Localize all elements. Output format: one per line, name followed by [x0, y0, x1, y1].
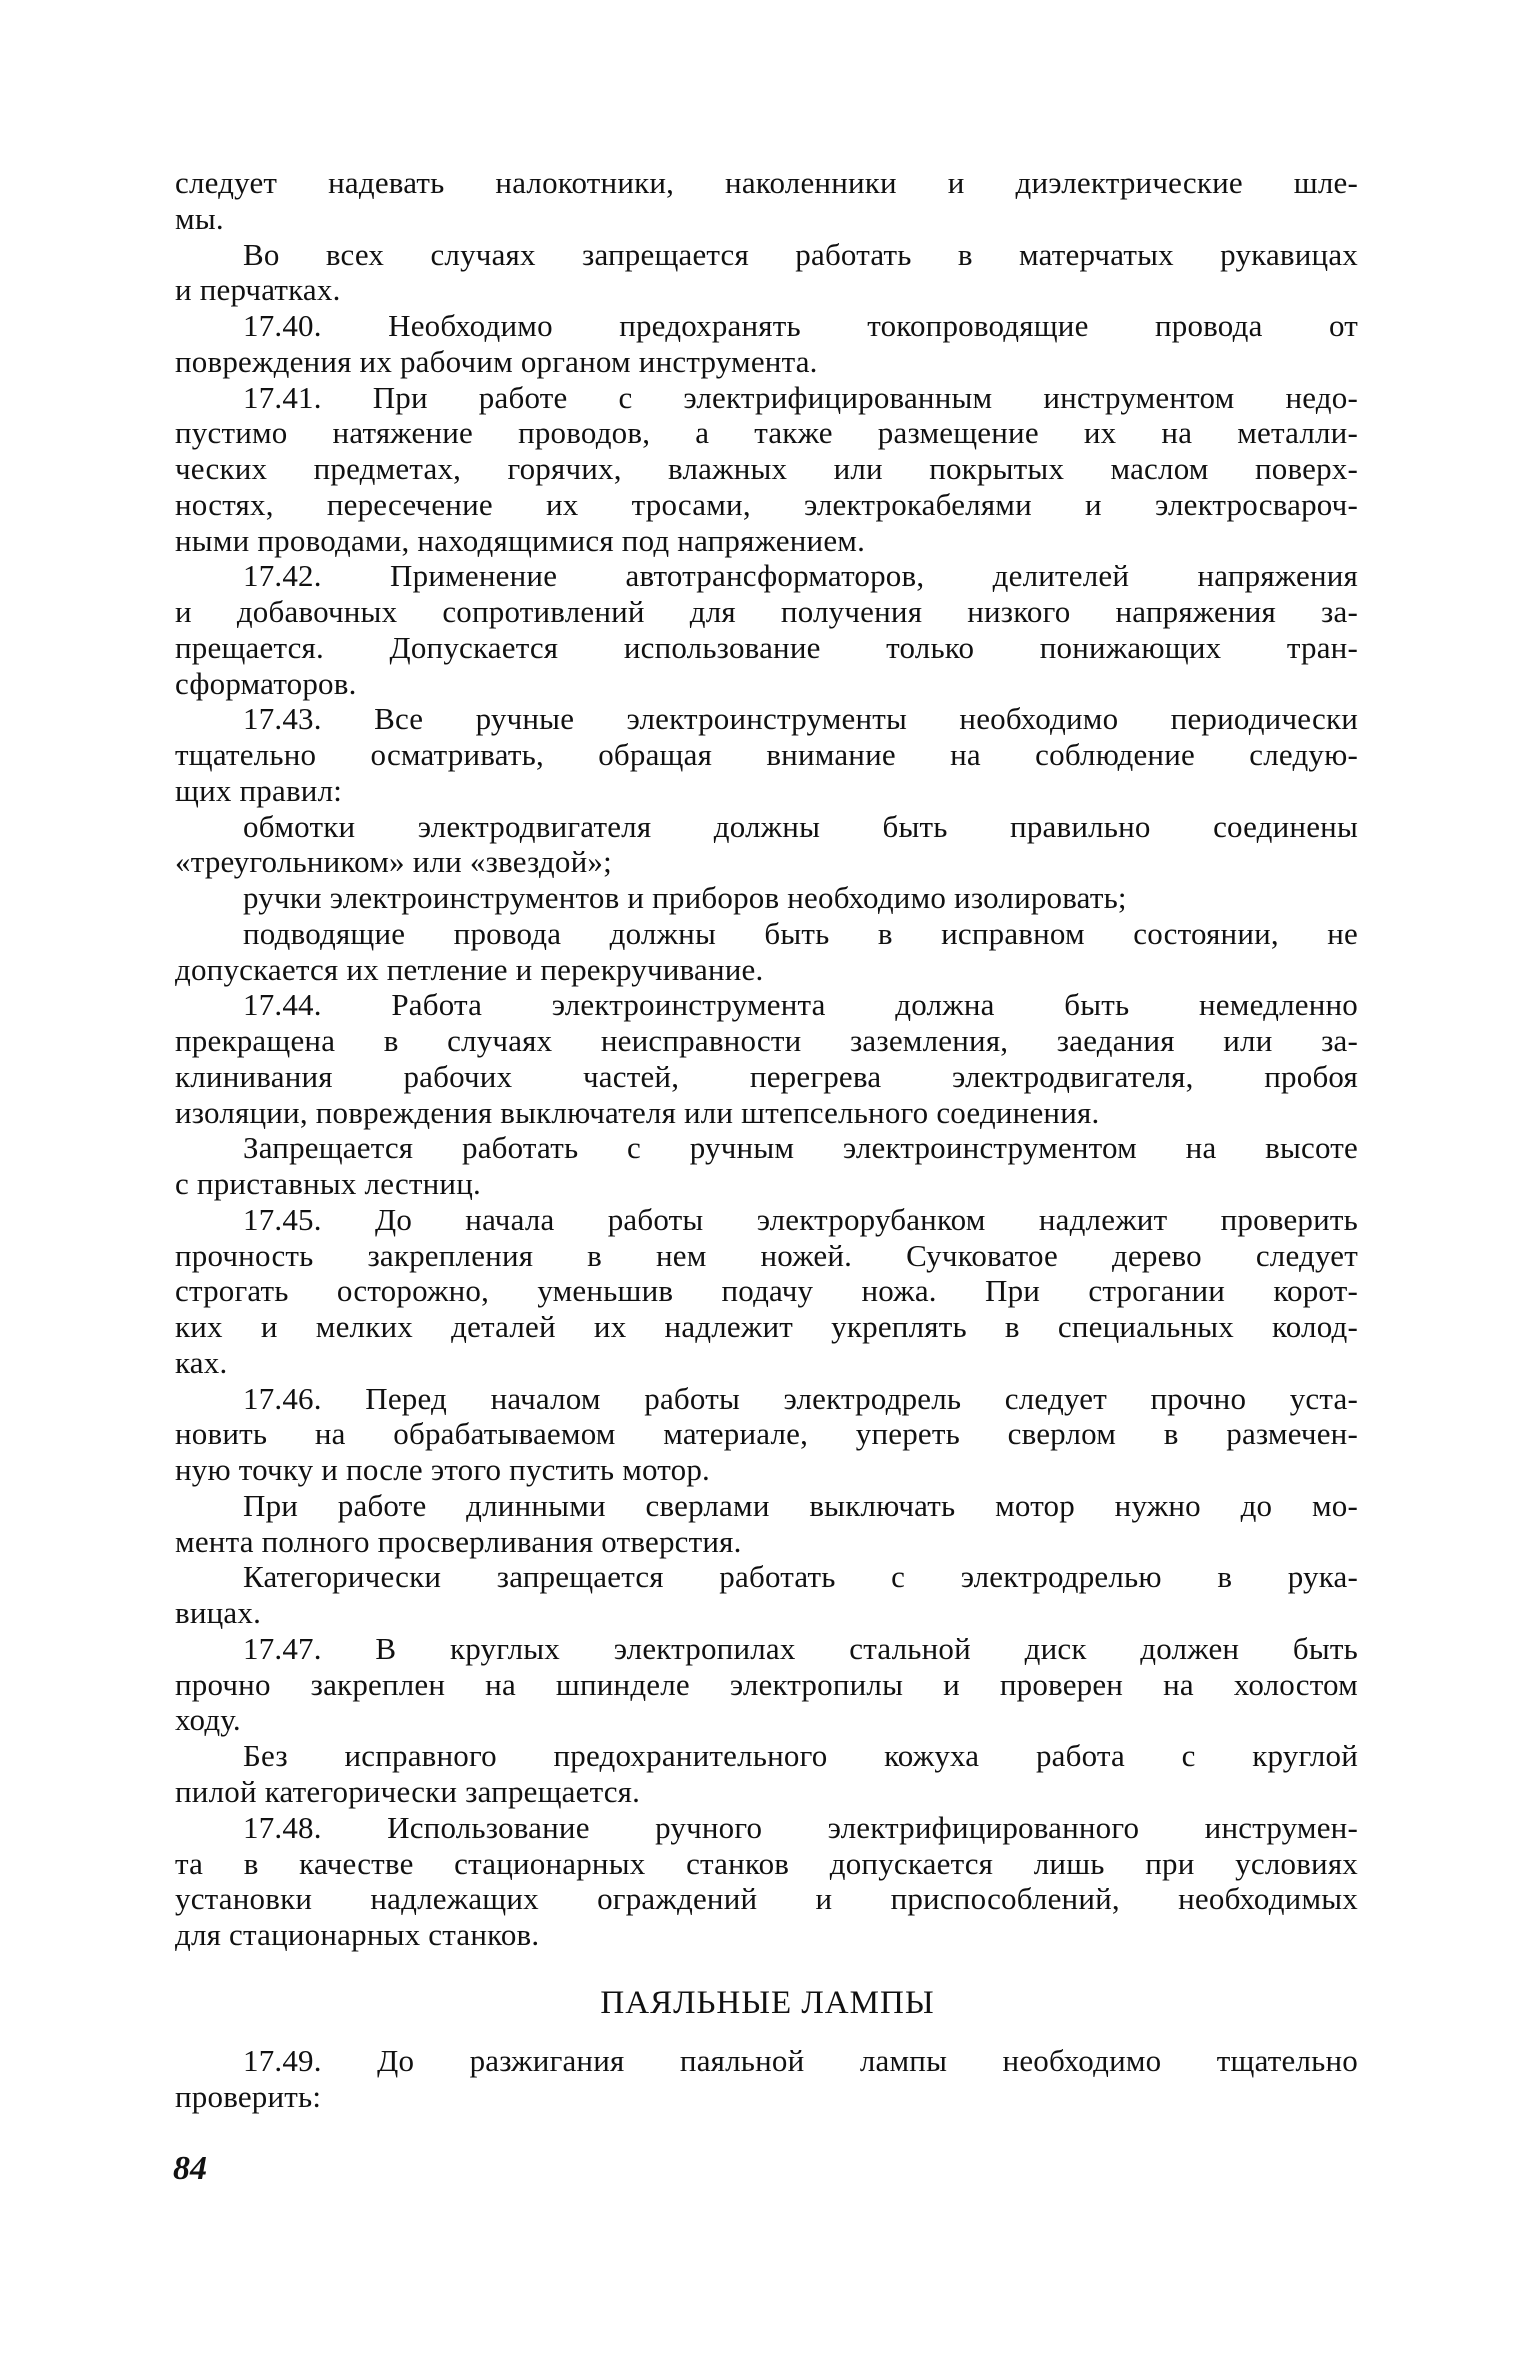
text-line: и перчатках.	[175, 272, 341, 308]
paragraph	[175, 1130, 1358, 1202]
paragraph	[175, 380, 1358, 559]
text-line: для стационарных станков.	[175, 1917, 540, 1953]
text-line: та в качестве стационарных станков допускается лишь при условиях	[175, 1845, 1358, 1881]
text-line: 17.41. При работе с электрифицированным инструментом недо-	[243, 379, 1358, 415]
paragraph	[175, 1202, 1358, 1381]
text-line: повреждения их рабочим органом инструмента.	[175, 343, 818, 379]
paragraph	[175, 558, 1358, 701]
paragraph	[175, 1381, 1358, 1488]
text-line: установки надлежащих ограждений и приспособлений, необходимых	[175, 1881, 1358, 1917]
text-line: 17.48. Использование ручного электрифицированного инструмен-	[243, 1809, 1358, 1845]
text-line: ную точку и после этого пустить мотор.	[175, 1452, 710, 1488]
paragraph	[175, 1488, 1358, 1560]
text-line: Без исправного предохранительного кожуха работа с круглой	[243, 1738, 1358, 1774]
paragraph	[175, 809, 1358, 881]
text-line: с приставных лестниц.	[175, 1166, 481, 1202]
text-line: Категорически запрещается работать с электродрелью в рука-	[243, 1559, 1358, 1595]
paragraph	[175, 987, 1358, 1130]
paragraph	[175, 1631, 1358, 1738]
text-line: тщательно осматривать, обращая внимание на соблюдение следую-	[175, 737, 1358, 773]
text-line: ными проводами, находящимися под напряжением.	[175, 522, 866, 558]
paragraph	[175, 1559, 1358, 1631]
text-line: 17.43. Все ручные электроинструменты необходимо периодически	[243, 701, 1358, 737]
text-line: сформаторов.	[175, 665, 357, 701]
paragraph	[175, 1738, 1358, 1810]
paragraph	[175, 880, 1358, 916]
text-line: 17.47. В круглых электропилах стальной диск должен быть	[243, 1630, 1358, 1666]
text-line: обмотки электродвигателя должны быть правильно соединены	[243, 808, 1358, 844]
text-line: мы.	[175, 200, 224, 236]
text-line: мента полного просверливания отверстия.	[175, 1523, 742, 1559]
text-line: Во всех случаях запрещается работать в матерчатых рукавицах	[243, 236, 1358, 272]
text-line: вицах.	[175, 1595, 262, 1631]
text-line: «треугольником» или «звездой»;	[175, 844, 612, 880]
text-line: изоляции, повреждения выключателя или штепсельного соединения.	[175, 1094, 1100, 1130]
paragraph	[175, 1810, 1358, 1953]
text-line: ходу.	[175, 1702, 241, 1738]
text-line: ручки электроинструментов и приборов необходимо изолировать;	[243, 880, 1127, 916]
paragraph	[175, 701, 1358, 808]
text-line: ках.	[175, 1344, 228, 1380]
text-line: следует надевать налокотники, наколенники и диэлектрические шле-	[175, 165, 1358, 200]
text-line: подводящие провода должны быть в исправном состоянии, не	[243, 915, 1358, 951]
paragraph	[175, 916, 1358, 988]
text-line: 17.45. До начала работы электрорубанком надлежит проверить	[243, 1201, 1358, 1237]
text-line: допускается их петление и перекручивание.	[175, 951, 764, 987]
text-line: При работе длинными сверлами выключать мотор нужно до мо-	[243, 1487, 1358, 1523]
text-line: 17.44. Работа электроинструмента должна быть немедленно	[243, 987, 1358, 1023]
text-line: ких и мелких деталей их надлежит укреплять в специальных колод-	[175, 1309, 1358, 1345]
text-line: 17.42. Применение автотрансформаторов, делителей напряжения	[243, 558, 1358, 594]
text-line: клинивания рабочих частей, перегрева электродвигателя, пробоя	[175, 1058, 1358, 1094]
paragraph	[175, 2043, 1358, 2115]
text-line: 17.49. До разжигания паяльной лампы необходимо тщательно	[243, 2043, 1358, 2078]
text-line: 17.40. Необходимо предохранять токопроводящие провода от	[243, 308, 1358, 344]
text-line: 17.46. Перед началом работы электродрель следует прочно уста-	[243, 1380, 1358, 1416]
text-line: ностях, пересечение их тросами, электрокабелями и электросвароч-	[175, 486, 1358, 522]
section-body-text	[175, 2043, 1358, 2115]
text-line: новить на обрабатываемом материале, упереть сверлом в размечен-	[175, 1416, 1358, 1452]
text-line: прещается. Допускается использование только понижающих тран-	[175, 629, 1358, 665]
text-line: ческих предметах, горячих, влажных или покрытых маслом поверх-	[175, 451, 1358, 487]
paragraph	[175, 237, 1358, 309]
text-line: прочность закрепления в нем ножей. Сучковатое дерево следует	[175, 1237, 1358, 1273]
section-heading: ПАЯЛЬНЫЕ ЛАМПЫ	[600, 1985, 935, 2021]
text-line: Запрещается работать с ручным электроинструментом на высоте	[243, 1130, 1358, 1166]
text-line: пилой категорически запрещается.	[175, 1774, 641, 1809]
page-number: 84	[173, 2150, 207, 2187]
text-line: пустимо натяжение проводов, а также размещение их на металли-	[175, 415, 1358, 451]
text-line: прочно закреплен на шпинделе электропилы и проверен на холостом	[175, 1666, 1358, 1702]
text-line: прекращена в случаях неисправности заземления, заедания или за-	[175, 1023, 1358, 1059]
text-line: щих правил:	[175, 772, 343, 808]
paragraph	[175, 165, 1358, 237]
body-text	[175, 165, 1358, 1953]
paragraph	[175, 308, 1358, 380]
text-line: и добавочных сопротивлений для получения низкого напряжения за-	[175, 594, 1358, 630]
text-line: проверить:	[175, 2078, 322, 2114]
text-line: строгать осторожно, уменьшив подачу ножа. При строгании корот-	[175, 1273, 1358, 1309]
